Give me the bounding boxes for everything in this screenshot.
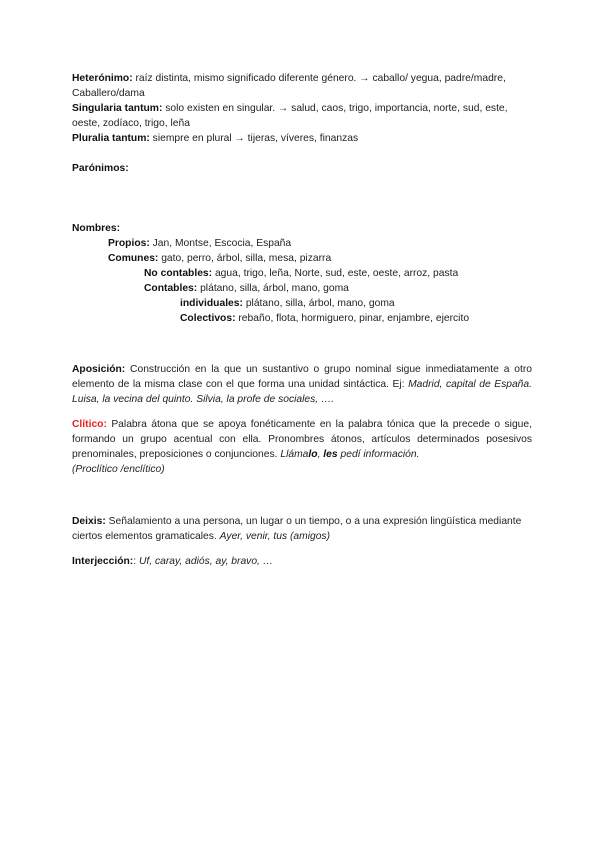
clitico-definition <box>72 417 532 477</box>
paronimos-term: Parónimos: <box>72 163 129 174</box>
nombres-individuales <box>72 296 532 311</box>
colectivos-text: rebaño, flota, hormiguero, pinar, enjambre, ejercito <box>235 313 470 324</box>
colectivos-term: Colectivos: <box>180 313 236 324</box>
heteronimo-term: Heterónimo: <box>72 73 133 84</box>
deixis-definition <box>72 514 532 544</box>
clitico-example-lo: lo <box>308 449 318 460</box>
no-contables-text: agua, trigo, leña, Norte, sud, este, oeste, arroz, pasta <box>212 268 459 279</box>
contables-text: plátano, silla, árbol, mano, goma <box>197 283 349 294</box>
no-contables-term: No contables: <box>144 268 213 279</box>
propios-text: Jan, Montse, Escocia, España <box>149 238 292 249</box>
nombres-contables <box>72 281 532 296</box>
clitico-text: Palabra átona que se apoya fonéticamente en la palabra tónica que la precede o sigue, formando un grupo acentual con ella. Pronombres átonos, artículos determinados posesivos prenominales, preposiciones o conjunciones. <box>72 419 532 460</box>
heteronimo-text: raíz distinta, mismo significado diferente género. → caballo/ yegua, padre/madre, Caballero/dama <box>72 73 506 99</box>
nombres-heading <box>72 221 532 236</box>
deixis-examples: Ayer, venir, tus (amigos) <box>219 531 331 542</box>
interjeccion-examples: Uf, caray, adiós, ay, bravo, … <box>138 556 274 567</box>
aposicion-definition <box>72 362 532 407</box>
nombres-no-contables <box>72 266 532 281</box>
comunes-term: Comunes: <box>108 253 159 264</box>
individuales-text: plátano, silla, árbol, mano, goma <box>242 298 395 309</box>
singularia-term: Singularia tantum: <box>72 103 163 114</box>
nombres-propios <box>72 236 532 251</box>
propios-term: Propios: <box>108 238 150 249</box>
deixis-term: Deixis: <box>72 516 106 527</box>
nombres-comunes <box>72 251 532 266</box>
interjeccion-sep: : <box>133 556 139 567</box>
aposicion-term: Aposición: <box>72 364 126 375</box>
pluralia-text: siempre en plural → tijeras, víveres, finanzas <box>149 133 359 144</box>
clitico-example-les: les <box>323 449 338 460</box>
individuales-term: individuales: <box>180 298 243 309</box>
paronimos-heading <box>72 161 532 176</box>
clitico-example-1: Lláma <box>280 449 309 460</box>
interjeccion-term: Interjección: <box>72 556 134 567</box>
pluralia-definition <box>72 131 532 146</box>
singularia-text: solo existen en singular. → salud, caos, trigo, importancia, norte, sud, este, oeste, zodíaco, trigo, leña <box>72 103 508 129</box>
clitico-term: Clítico: <box>72 419 107 430</box>
heteronimo-definition <box>72 71 532 101</box>
nombres-section <box>72 221 532 326</box>
document-page <box>72 71 532 569</box>
aposicion-examples: Madrid, capital de España. Luisa, la vecina del quinto. Silvia, la profe de sociales, …. <box>72 379 533 405</box>
nombres-term: Nombres: <box>72 223 121 234</box>
interjeccion-definition <box>72 554 532 569</box>
singularia-definition <box>72 101 532 131</box>
deixis-text: Señalamiento a una persona, un lugar o un tiempo, o a una expresión lingüística mediante ciertos elementos gramaticales. <box>72 516 522 542</box>
comunes-text: gato, perro, árbol, silla, mesa, pizarra <box>158 253 332 264</box>
pluralia-term: Pluralia tantum: <box>72 133 150 144</box>
clitico-example-3: (Proclítico /enclítico) <box>72 464 165 475</box>
contables-term: Contables: <box>144 283 198 294</box>
aposicion-text: Construcción en la que un sustantivo o grupo nominal sigue inmediatamente a otro elemento de la misma clase con el que forma una unidad sintáctica. Ej: <box>72 364 532 390</box>
clitico-example-2: pedí información. <box>337 449 420 460</box>
clitico-example-comma: , <box>317 449 324 460</box>
nombres-colectivos <box>72 311 532 326</box>
